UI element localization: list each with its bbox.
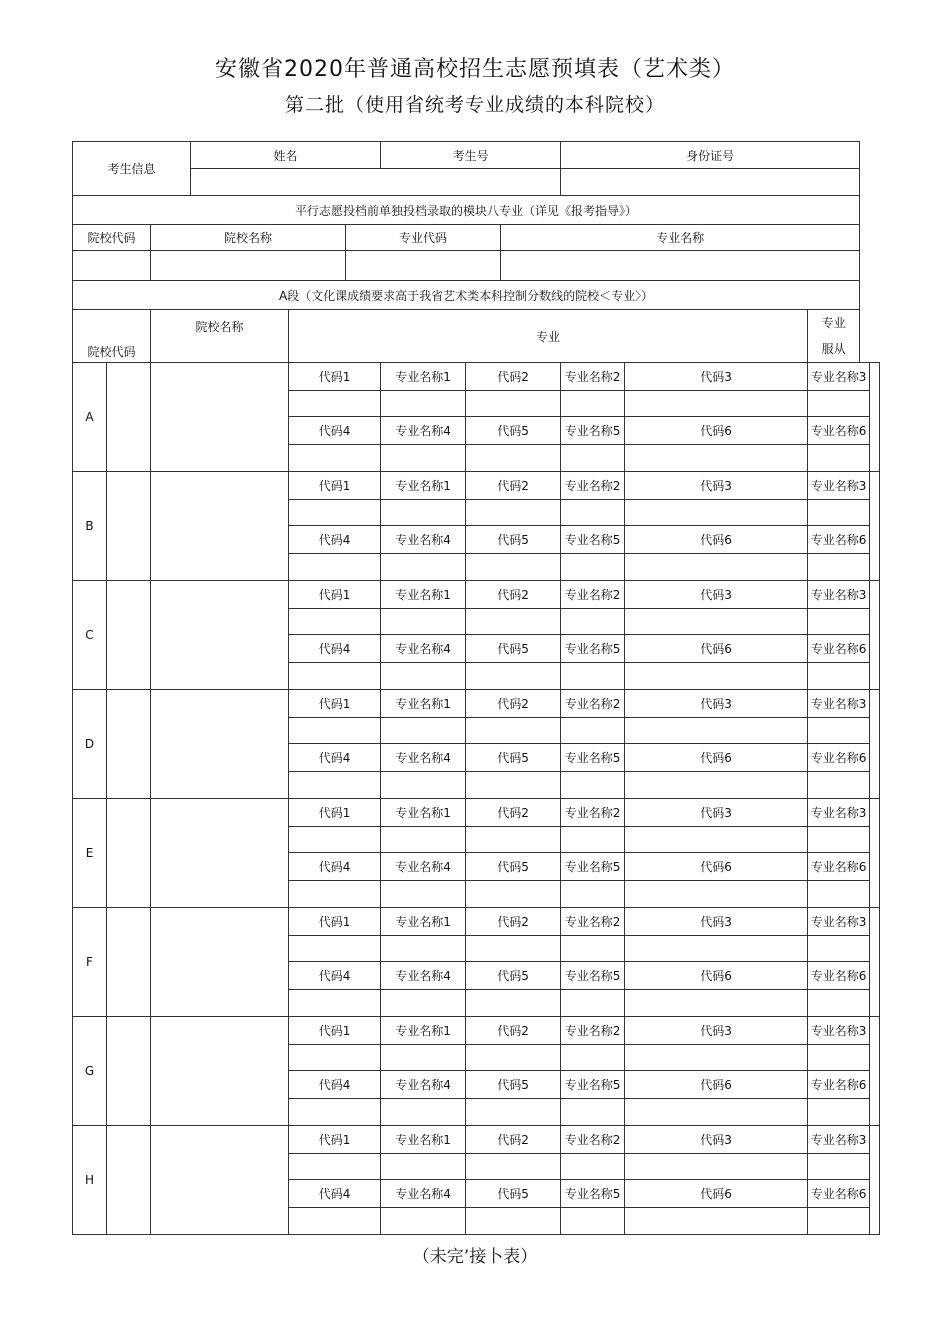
code-6-label: 代码6 [625,853,808,881]
major-code-field[interactable] [466,718,561,744]
major-code-field[interactable] [289,1208,381,1235]
form-title: 安徽省2020年普通高校招生志愿预填表（艺术类） [215,57,735,82]
obey-adjustment-label [808,310,860,363]
code-3-label: 代码3 [625,1126,808,1154]
obey-adjustment-field[interactable] [870,363,880,472]
code-1-label: 代码1 [289,908,381,936]
school-name-field[interactable] [151,1126,289,1235]
footer-note: （未完’接卜表） [412,1247,538,1267]
major-code-field[interactable] [466,1154,561,1180]
major-code-field[interactable] [466,936,561,962]
major-name-field[interactable] [561,609,625,635]
major-code-field[interactable] [289,500,381,526]
code-1-label: 代码1 [289,799,381,827]
module8-major-code-field[interactable] [346,251,501,281]
major-name-field[interactable] [561,772,625,799]
choice-row [73,799,880,827]
major-code-field[interactable] [289,663,381,690]
choice-row [73,363,880,391]
major-name-2-label: 专业名称2 [561,799,625,827]
choice-letter: H [73,1126,107,1235]
major-name-field[interactable] [561,1154,625,1180]
code-2-label: 代码2 [466,472,561,500]
major-code-field[interactable] [466,1099,561,1126]
module8-major-code-label: 专业代码 [346,225,501,251]
major-name-5-label: 专业名称5 [561,526,625,554]
code-3-label: 代码3 [625,690,808,718]
major-name-6-label: 专业名称6 [808,635,870,663]
choice-row [73,1126,880,1154]
code-1-label: 代码1 [289,1017,381,1045]
choice-letter: C [73,581,107,690]
code-3-label: 代码3 [625,1017,808,1045]
code-5-label: 代码5 [466,635,561,663]
obey-label-line2: 服从 [821,342,846,356]
code-6-label: 代码6 [625,1071,808,1099]
obey-adjustment-field[interactable] [870,581,880,690]
major-code-field[interactable] [289,718,381,744]
code-4-label: 代码4 [289,962,381,990]
major-name-field[interactable] [381,827,466,853]
major-name-6-label: 专业名称6 [808,744,870,772]
id-number-field[interactable] [561,169,860,196]
code-3-label: 代码3 [625,581,808,609]
major-name-6-label: 专业名称6 [808,526,870,554]
major-code-field[interactable] [625,391,808,417]
major-name-field[interactable] [381,445,466,472]
code-5-label: 代码5 [466,853,561,881]
major-name-6-label: 专业名称6 [808,962,870,990]
major-code-field[interactable] [466,663,561,690]
major-code-field[interactable] [466,609,561,635]
major-name-4-label: 专业名称4 [381,744,466,772]
major-code-field[interactable] [625,554,808,581]
major-code-field[interactable] [466,881,561,908]
major-name-1-label: 专业名称1 [381,472,466,500]
major-name-field[interactable] [808,445,870,472]
major-name-4-label: 专业名称4 [381,526,466,554]
id-number-label: 身份证号 [561,142,860,169]
major-name-2-label: 专业名称2 [561,1126,625,1154]
major-code-field[interactable] [289,609,381,635]
school-name-field[interactable] [151,1017,289,1126]
major-name-field[interactable] [808,663,870,690]
major-name-field[interactable] [381,609,466,635]
obey-adjustment-field[interactable] [870,690,880,799]
school-code-field[interactable] [107,908,151,1017]
major-code-field[interactable] [466,500,561,526]
module8-major-name-field[interactable] [501,251,860,281]
major-name-field[interactable] [381,936,466,962]
candidate-info-label: 考生信息 [73,142,191,196]
module8-note: 平行志愿投档前单独投档录取的模块八专业（详见《报考指导》） [73,196,860,225]
choice-row [73,908,880,936]
major-name-field[interactable] [381,500,466,526]
section-a-major-label: 专业 [289,310,808,363]
major-name-field[interactable] [808,500,870,526]
school-code-field[interactable] [107,1017,151,1126]
major-name-field[interactable] [561,936,625,962]
major-name-1-label: 专业名称1 [381,799,466,827]
code-5-label: 代码5 [466,1071,561,1099]
major-name-field[interactable] [808,1099,870,1126]
major-name-6-label: 专业名称6 [808,417,870,445]
major-code-field[interactable] [625,500,808,526]
major-code-field[interactable] [289,1154,381,1180]
major-code-field[interactable] [625,718,808,744]
major-name-5-label: 专业名称5 [561,962,625,990]
module8-school-name-label: 院校名称 [151,225,346,251]
major-code-field[interactable] [625,609,808,635]
application-form-table [72,141,880,1235]
code-2-label: 代码2 [466,908,561,936]
major-name-field[interactable] [561,881,625,908]
major-code-field[interactable] [625,827,808,853]
module8-major-name-label: 专业名称 [501,225,860,251]
major-name-2-label: 专业名称2 [561,363,625,391]
major-code-field[interactable] [625,1154,808,1180]
major-name-1-label: 专业名称1 [381,908,466,936]
major-name-2-label: 专业名称2 [561,690,625,718]
major-name-field[interactable] [808,1154,870,1180]
major-name-2-label: 专业名称2 [561,581,625,609]
school-code-field[interactable] [107,472,151,581]
major-name-field[interactable] [561,500,625,526]
school-code-field[interactable] [107,363,151,472]
major-name-field[interactable] [561,827,625,853]
major-name-field[interactable] [381,718,466,744]
code-3-label: 代码3 [625,799,808,827]
major-name-field[interactable] [561,1208,625,1235]
major-code-field[interactable] [289,391,381,417]
obey-adjustment-field[interactable] [870,1126,880,1235]
major-name-3-label: 专业名称3 [808,1126,870,1154]
code-4-label: 代码4 [289,526,381,554]
major-name-field[interactable] [808,990,870,1017]
obey-label-line1: 专业 [821,316,846,330]
major-name-field[interactable] [381,990,466,1017]
major-name-field[interactable] [561,1099,625,1126]
major-name-field[interactable] [381,1099,466,1126]
major-name-6-label: 专业名称6 [808,1071,870,1099]
choice-letter: F [73,908,107,1017]
major-name-field[interactable] [561,1045,625,1071]
code-4-label: 代码4 [289,744,381,772]
section-a-school-code-label: 院校代码 [73,310,151,363]
major-name-field[interactable] [808,609,870,635]
major-name-5-label: 专业名称5 [561,1180,625,1208]
code-5-label: 代码5 [466,1180,561,1208]
major-name-4-label: 专业名称4 [381,1071,466,1099]
choice-letter: A [73,363,107,472]
code-4-label: 代码4 [289,417,381,445]
school-name-field[interactable] [151,690,289,799]
major-code-field[interactable] [466,445,561,472]
major-name-3-label: 专业名称3 [808,799,870,827]
code-2-label: 代码2 [466,581,561,609]
school-name-field[interactable] [151,363,289,472]
code-1-label: 代码1 [289,363,381,391]
major-code-field[interactable] [625,1208,808,1235]
exam-number-label: 考生号 [381,142,561,169]
major-code-field[interactable] [289,827,381,853]
code-3-label: 代码3 [625,472,808,500]
code-1-label: 代码1 [289,581,381,609]
major-name-1-label: 专业名称1 [381,363,466,391]
major-code-field[interactable] [466,554,561,581]
major-name-4-label: 专业名称4 [381,635,466,663]
major-name-1-label: 专业名称1 [381,581,466,609]
code-4-label: 代码4 [289,1180,381,1208]
code-4-label: 代码4 [289,1071,381,1099]
major-code-field[interactable] [466,772,561,799]
major-code-field[interactable] [625,1099,808,1126]
major-code-field[interactable] [466,1208,561,1235]
major-name-4-label: 专业名称4 [381,962,466,990]
major-name-field[interactable] [381,1045,466,1071]
code-6-label: 代码6 [625,635,808,663]
major-name-field[interactable] [381,881,466,908]
major-name-2-label: 专业名称2 [561,908,625,936]
code-4-label: 代码4 [289,635,381,663]
major-code-field[interactable] [625,772,808,799]
major-name-field[interactable] [381,391,466,417]
form-subtitle: 第二批（使用省统考专业成绩的本科院校） [284,94,665,116]
choice-row [73,581,880,609]
major-name-field[interactable] [381,554,466,581]
school-code-field[interactable] [107,1126,151,1235]
major-name-field[interactable] [561,990,625,1017]
choice-letter: B [73,472,107,581]
major-code-field[interactable] [289,445,381,472]
major-name-field[interactable] [381,772,466,799]
major-name-field[interactable] [808,772,870,799]
code-6-label: 代码6 [625,744,808,772]
choice-letter: E [73,799,107,908]
major-name-5-label: 专业名称5 [561,635,625,663]
obey-adjustment-field[interactable] [870,1017,880,1126]
obey-adjustment-field[interactable] [870,472,880,581]
school-code-field[interactable] [107,690,151,799]
major-name-3-label: 专业名称3 [808,363,870,391]
major-name-field[interactable] [808,1045,870,1071]
major-name-field[interactable] [808,881,870,908]
code-6-label: 代码6 [625,962,808,990]
school-name-field[interactable] [151,472,289,581]
major-name-field[interactable] [381,1208,466,1235]
school-name-field[interactable] [151,908,289,1017]
code-3-label: 代码3 [625,908,808,936]
module8-school-code-label: 院校代码 [73,225,151,251]
code-6-label: 代码6 [625,1180,808,1208]
choice-letter: G [73,1017,107,1126]
major-code-field[interactable] [289,881,381,908]
major-name-4-label: 专业名称4 [381,1180,466,1208]
major-name-field[interactable] [808,718,870,744]
major-name-5-label: 专业名称5 [561,744,625,772]
choice-row [73,472,880,500]
major-name-1-label: 专业名称1 [381,1017,466,1045]
code-5-label: 代码5 [466,962,561,990]
major-name-field[interactable] [381,1154,466,1180]
choice-row [73,690,880,718]
code-1-label: 代码1 [289,1126,381,1154]
major-name-4-label: 专业名称4 [381,853,466,881]
major-code-field[interactable] [289,554,381,581]
obey-adjustment-field[interactable] [870,799,880,908]
major-name-field[interactable] [561,663,625,690]
major-name-1-label: 专业名称1 [381,690,466,718]
major-name-3-label: 专业名称3 [808,690,870,718]
code-2-label: 代码2 [466,799,561,827]
name-label: 姓名 [191,142,381,169]
code-5-label: 代码5 [466,744,561,772]
major-code-field[interactable] [625,881,808,908]
code-2-label: 代码2 [466,690,561,718]
major-name-field[interactable] [561,554,625,581]
major-code-field[interactable] [466,827,561,853]
major-name-6-label: 专业名称6 [808,853,870,881]
major-code-field[interactable] [289,936,381,962]
major-name-field[interactable] [561,391,625,417]
school-code-field[interactable] [107,581,151,690]
major-name-3-label: 专业名称3 [808,581,870,609]
code-3-label: 代码3 [625,363,808,391]
major-code-field[interactable] [466,391,561,417]
module8-school-name-field[interactable] [151,251,346,281]
choice-letter: D [73,690,107,799]
major-name-field[interactable] [808,391,870,417]
major-name-5-label: 专业名称5 [561,853,625,881]
school-name-field[interactable] [151,581,289,690]
code-2-label: 代码2 [466,1126,561,1154]
major-name-6-label: 专业名称6 [808,1180,870,1208]
major-code-field[interactable] [289,1045,381,1071]
section-a-title: A段（文化课成绩要求高于我省艺术类本科控制分数线的院校＜专业〉） [73,281,860,310]
major-name-1-label: 专业名称1 [381,1126,466,1154]
code-1-label: 代码1 [289,690,381,718]
school-code-field[interactable] [107,799,151,908]
section-a-school-name-label: 院校名称 [151,310,289,363]
major-code-field[interactable] [289,1099,381,1126]
major-name-field[interactable] [808,1208,870,1235]
major-name-field[interactable] [561,718,625,744]
major-code-field[interactable] [289,772,381,799]
major-code-field[interactable] [466,990,561,1017]
code-5-label: 代码5 [466,417,561,445]
school-name-field[interactable] [151,799,289,908]
module8-school-code-field[interactable] [73,251,151,281]
major-name-2-label: 专业名称2 [561,472,625,500]
major-code-field[interactable] [625,936,808,962]
code-6-label: 代码6 [625,417,808,445]
major-code-field[interactable] [625,1045,808,1071]
code-4-label: 代码4 [289,853,381,881]
major-code-field[interactable] [466,1045,561,1071]
major-name-field[interactable] [808,827,870,853]
major-name-3-label: 专业名称3 [808,908,870,936]
major-name-5-label: 专业名称5 [561,1071,625,1099]
code-2-label: 代码2 [466,1017,561,1045]
major-name-field[interactable] [808,936,870,962]
major-name-2-label: 专业名称2 [561,1017,625,1045]
major-name-field[interactable] [561,445,625,472]
name-exam-number-field[interactable] [191,169,561,196]
major-name-5-label: 专业名称5 [561,417,625,445]
major-name-field[interactable] [381,663,466,690]
obey-adjustment-field[interactable] [870,908,880,1017]
code-2-label: 代码2 [466,363,561,391]
major-code-field[interactable] [289,990,381,1017]
major-name-3-label: 专业名称3 [808,472,870,500]
major-name-3-label: 专业名称3 [808,1017,870,1045]
major-code-field[interactable] [625,990,808,1017]
choice-row [73,1017,880,1045]
code-6-label: 代码6 [625,526,808,554]
code-1-label: 代码1 [289,472,381,500]
code-5-label: 代码5 [466,526,561,554]
major-code-field[interactable] [625,663,808,690]
major-name-field[interactable] [808,554,870,581]
major-name-4-label: 专业名称4 [381,417,466,445]
major-code-field[interactable] [625,445,808,472]
